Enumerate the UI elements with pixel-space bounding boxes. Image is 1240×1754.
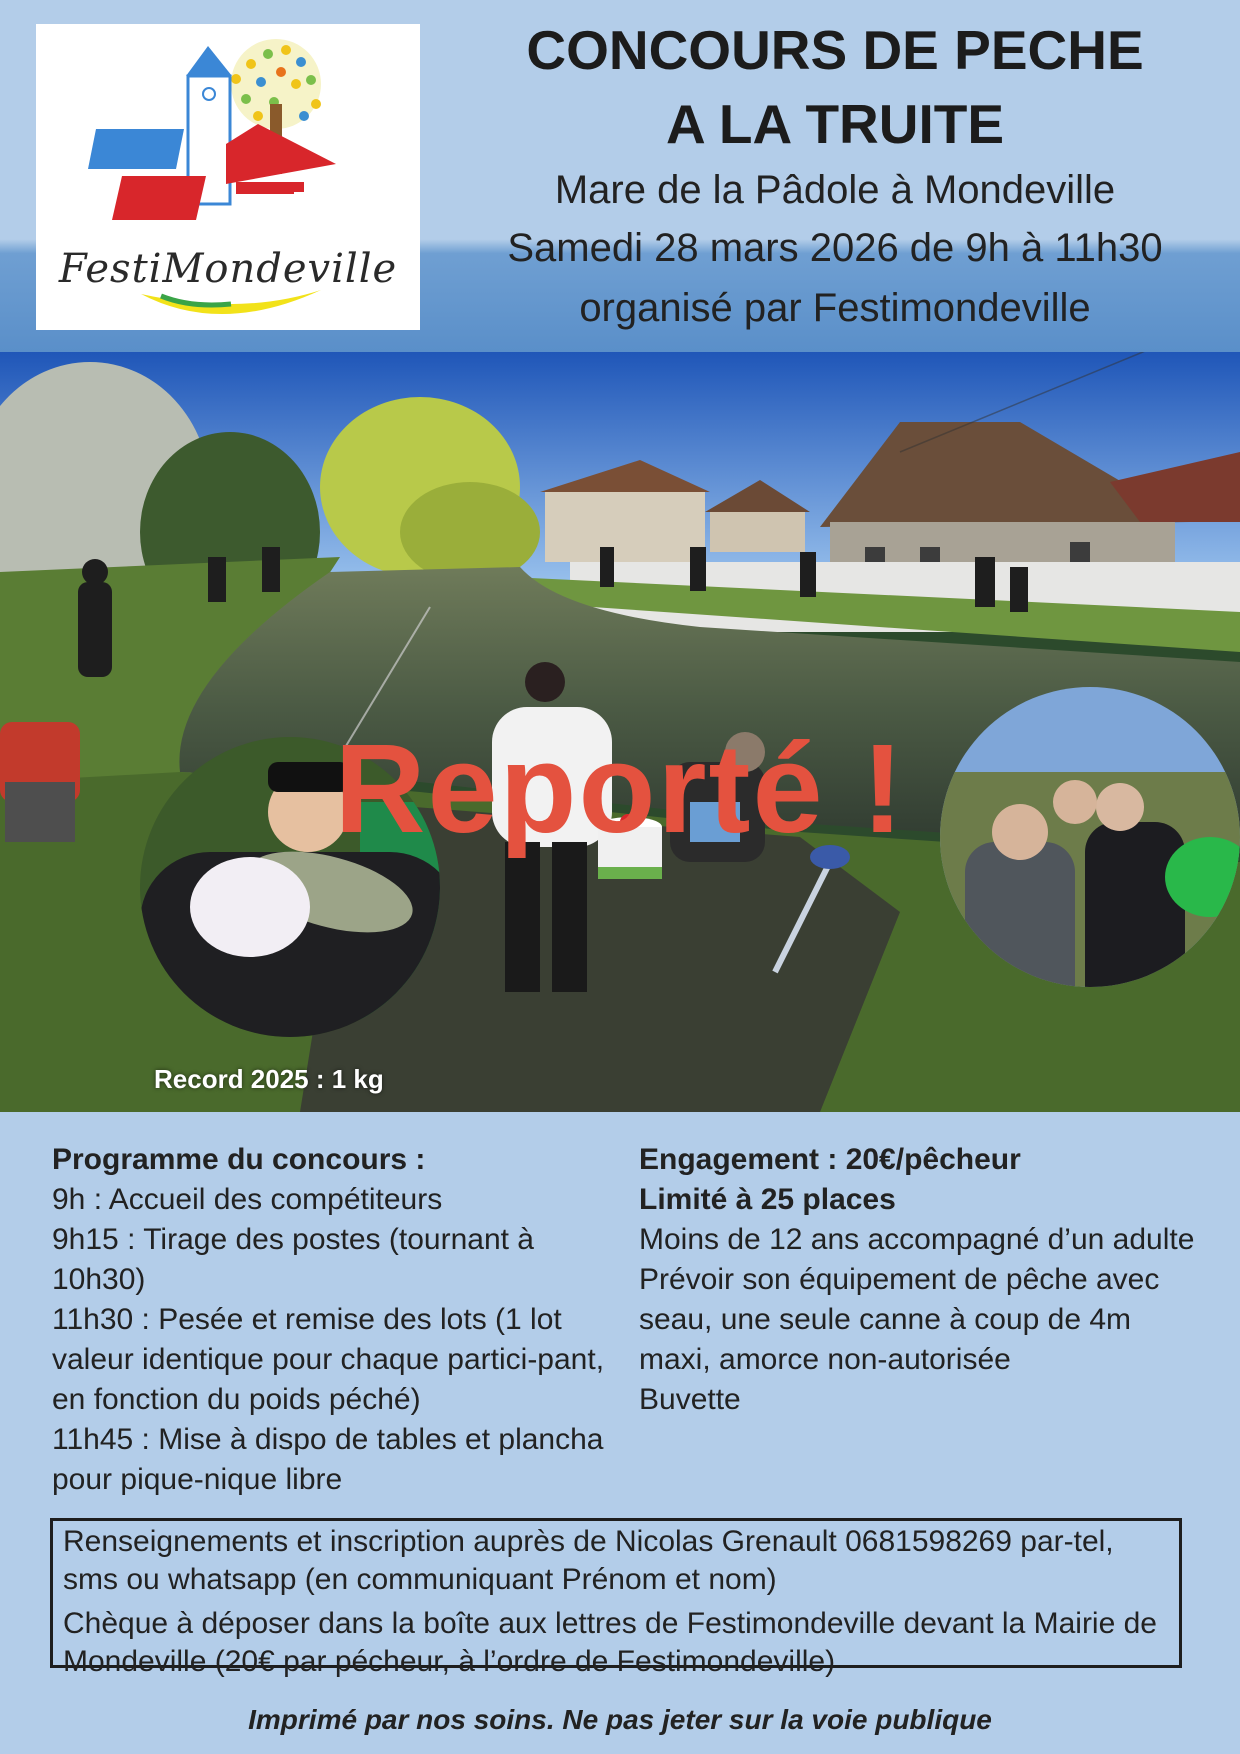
programme-section <box>52 1140 612 1500</box>
programme-item: 11h30 : Pesée et remise des lots (1 lot valeur identique pour chaque partici-pant, en fonction du poids péché) <box>52 1303 605 1416</box>
places-limit: Limité à 25 places <box>639 1183 896 1216</box>
engagement-note: Moins de 12 ans accompagné d’un adulte <box>639 1223 1195 1256</box>
event-location: Mare de la Pâdole à Mondeville <box>554 168 1116 212</box>
festimondeville-logo <box>36 24 420 330</box>
poster-title-line1: CONCOURS DE PECHE <box>526 19 1144 81</box>
engagement-note: Prévoir son équipement de pêche avec seau, une seule canne à coup de 4m maxi, amorce non-autorisée <box>639 1263 1160 1376</box>
engagement-note: Buvette <box>639 1383 741 1416</box>
contact-box <box>50 1518 1182 1678</box>
poster-title-line2: A LA TRUITE <box>665 93 1005 155</box>
registration-info: Renseignements et inscription auprès de Nicolas Grenault 0681598269 par-tel, sms ou whatsapp (en communiquant Prénom et nom) <box>63 1525 1114 1596</box>
cheque-info: Chèque à déposer dans la boîte aux lettres de Festimondeville devant la Mairie de Mondeville (20€ par pécheur, à l’ordre de Festimondeville) <box>63 1607 1157 1678</box>
engagement-section <box>639 1140 1199 1420</box>
postponed-banner: Reporté ! <box>334 718 906 859</box>
print-notice: Imprimé par nos soins. Ne pas jeter sur la voie publique <box>248 1704 992 1735</box>
logo-swoosh <box>131 286 331 326</box>
event-organizer: organisé par Festimondeville <box>579 286 1091 330</box>
engagement-fee: Engagement : 20€/pêcheur <box>639 1143 1021 1176</box>
event-date: Samedi 28 mars 2026 de 9h à 11h30 <box>507 226 1163 270</box>
programme-item: 11h45 : Mise à dispo de tables et plancha pour pique-nique libre <box>52 1423 604 1496</box>
programme-heading: Programme du concours : <box>52 1143 426 1176</box>
record-caption: Record 2025 : 1 kg <box>154 1064 384 1094</box>
programme-item: 9h15 : Tirage des postes (tournant à 10h30) <box>52 1223 534 1296</box>
logo-wordmark: FestiMondeville <box>58 246 398 292</box>
programme-item: 9h : Accueil des compétiteurs <box>52 1183 443 1216</box>
